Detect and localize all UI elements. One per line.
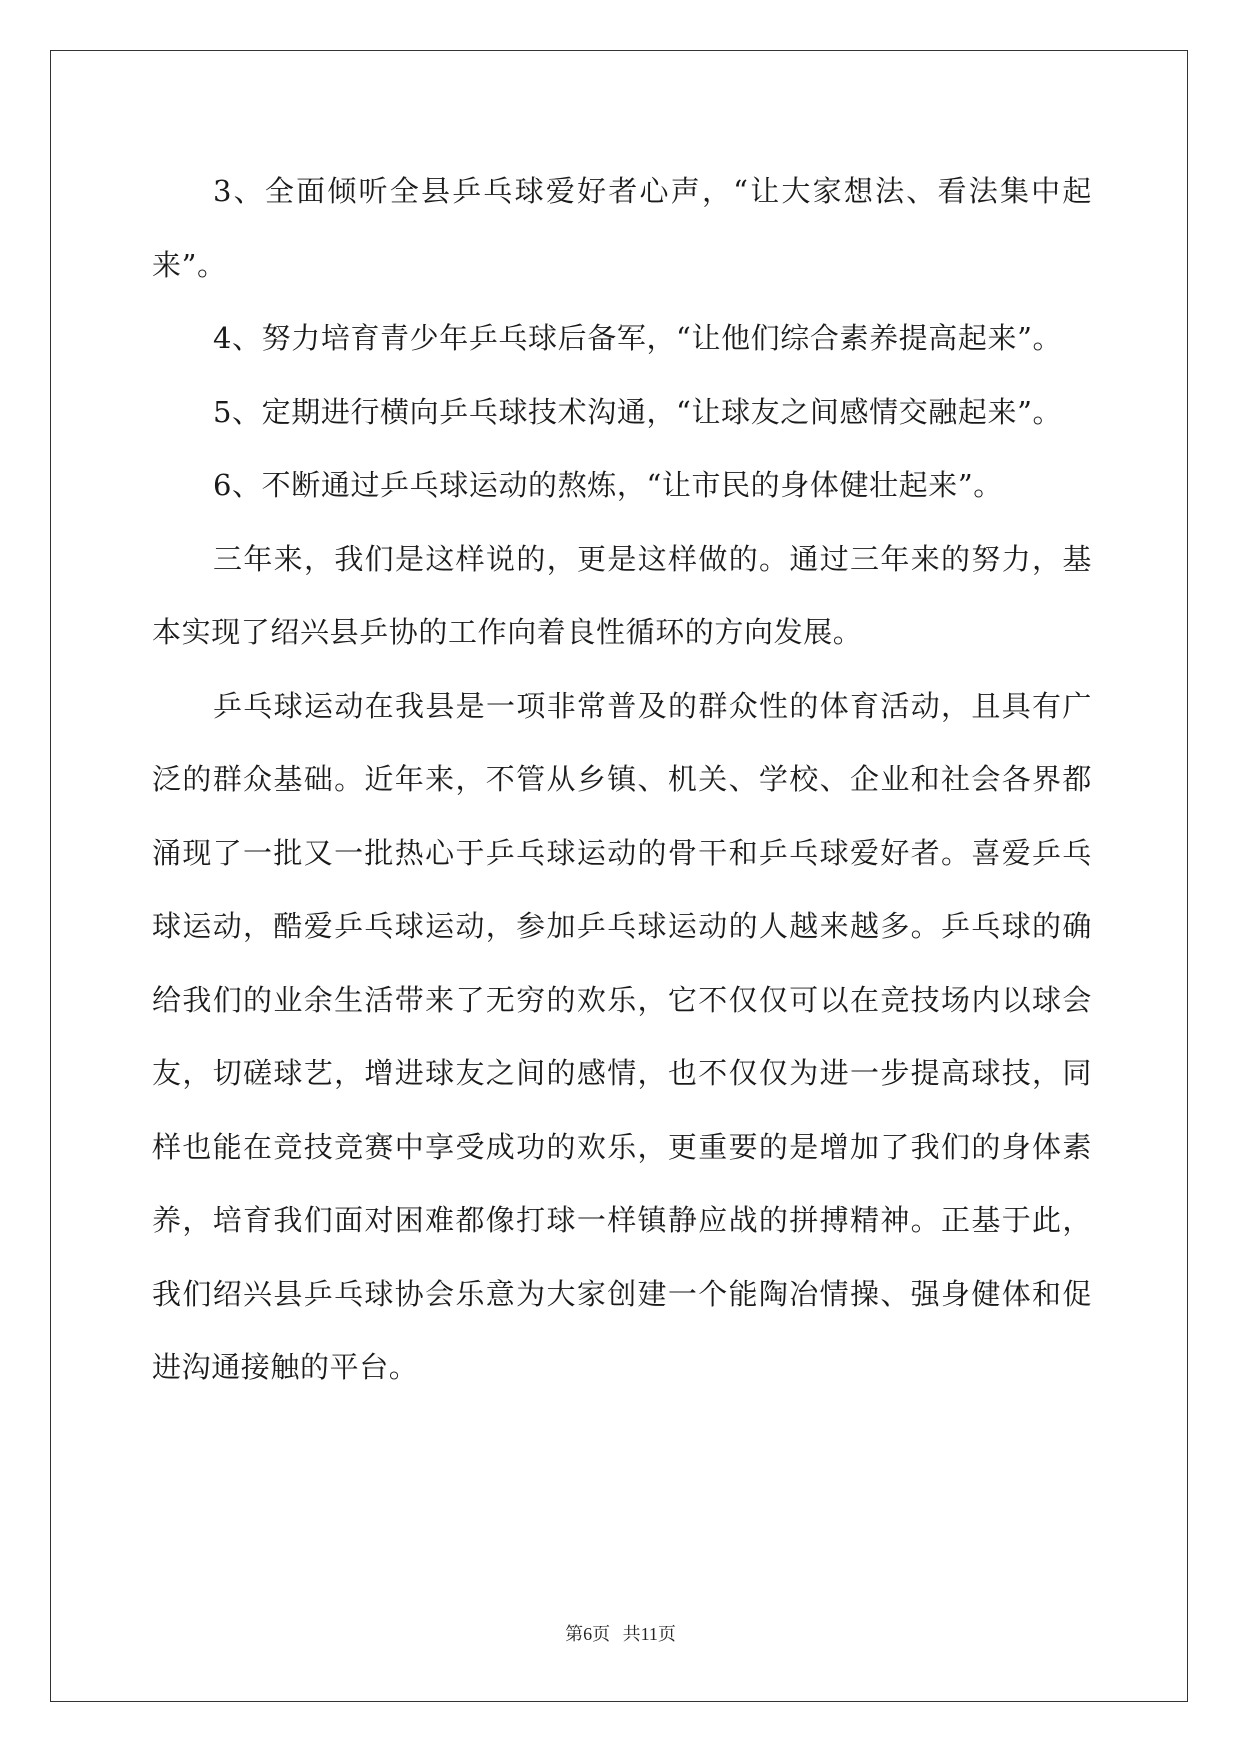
total-page-count: 共11页 — [622, 1624, 676, 1644]
paragraph-table-tennis: 乒乓球运动在我县是一项非常普及的群众性的体育活动，且具有广泛的群众基础。近年来，不管从乡镇、机关、学校、企业和社会各界都涌现了一批又一批热心于乒乓球运动的骨干和乒乓球爱好者。喜爱乒乓球运动，酷爱乒乓球运动，参加乒乓球运动的人越来越多。乒乓球的确给我们的业余生活带来了无穷的欢乐，它不仅仅可以在竞技场内以球会友，切磋球艺，增进球友之间的感情，也不仅仅为进一步提高球技，同样也能在竞技竞赛中享受成功的欢乐，更重要的是增加了我们的身体素养，培育我们面对困难都像打球一样镇静应战的拼搏精神。正基于此，我们绍兴县乒乓球协会乐意为大家创建一个能陶冶情操、强身健体和促进沟通接触的平台。 — [152, 688, 1092, 1384]
paragraph-item-3: 3、全面倾听全县乒乓球爱好者心声，“让大家想法、看法集中起来”。 — [152, 174, 1092, 282]
paragraph-item-6: 6、不断通过乒乓球运动的熬炼，“让市民的身体健壮起来”。 — [213, 468, 1003, 502]
document-body — [152, 155, 1092, 1405]
paragraph-item-5: 5、定期进行横向乒乓球技术沟通，“让球友之间感情交融起来”。 — [213, 394, 1063, 429]
current-page-number: 第6页 — [565, 1624, 611, 1644]
page-footer — [0, 1620, 1241, 1646]
paragraph-item-4: 4、努力培育青少年乒乓球后备军，“让他们综合素养提高起来”。 — [213, 321, 1063, 355]
paragraph-three-years: 三年来，我们是这样说的，更是这样做的。通过三年来的努力，基本实现了绍兴县乒协的工作向着良性循环的方向发展。 — [152, 541, 1092, 649]
